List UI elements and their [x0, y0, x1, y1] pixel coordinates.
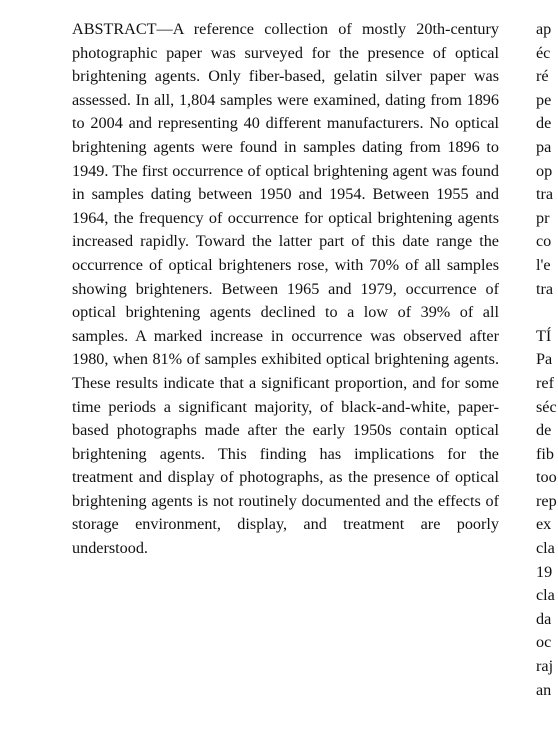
right-column-line: ré	[536, 67, 549, 86]
right-column-line: 19	[536, 562, 553, 581]
right-column-line: ref	[536, 373, 554, 392]
right-column-line: Pa	[536, 350, 553, 369]
right-column-cropped	[536, 18, 558, 702]
right-column-line: de	[536, 421, 552, 440]
right-column-line: pr	[536, 208, 550, 227]
right-column-line: rep	[536, 491, 557, 510]
right-column-line: da	[536, 609, 552, 628]
right-column-line: éc	[536, 43, 551, 62]
right-column-line: ex	[536, 515, 552, 534]
right-column-line: cla	[536, 539, 555, 558]
right-column-line: op	[536, 161, 553, 180]
right-column-line: raj	[536, 657, 554, 676]
right-column-paragraph-1	[536, 18, 558, 301]
right-column-line: cla	[536, 586, 555, 605]
abstract-paragraph: ABSTRACT—A reference collection of mostly 20th-century photographic paper was surveyed for the presence of optical brightening agents. Only fiber-based, gelatin silver paper was assessed. In all, 1,804 samples were examined, dating from 1896 to 2004 and representing 40 different manufacturers. No optical brightening agents were found in samples dating from 1896 to 1949. The first occurrence of optical brightening agent was found in samples dating between 1950 and 1954. Between 1955 and 1964, the frequency of occurrence for optical brightening agents increased rapidly. Toward the latter part of this date range the occurrence of optical brighteners rose, with 70% of all samples showing brighteners. Between 1965 and 1979, occurrence of optical brightening agents declined to a low of 39% of all samples. A marked increase in occurrence was observed after 1980, when 81% of samples exhibited optical brightening agents. These results indicate that a significant proportion, and for some time periods a significant majority, of black-and-white, paper-based photographs made after the early 1950s contain optical brightening agents. This finding has implications for the treatment and display of photographs, as the presence of optical brightening agents is not routinely documented and the effects of storage environment, display, and treatment are poorly understood.	[72, 20, 499, 558]
right-column-line: pe	[536, 90, 552, 109]
right-column-line: TÍ	[536, 326, 552, 345]
paragraph-gap	[536, 301, 558, 325]
right-column-paragraph-2	[536, 325, 558, 703]
right-column-line: too	[536, 468, 557, 487]
right-column-line: pa	[536, 137, 552, 156]
right-column-line: tra	[536, 185, 554, 204]
right-column-line: co	[536, 232, 552, 251]
right-column-line: ap	[536, 20, 552, 38]
right-column-line: de	[536, 114, 552, 133]
right-column-line: tra	[536, 279, 554, 298]
right-column-line: an	[536, 680, 552, 699]
right-column-line: oc	[536, 633, 552, 652]
right-column-line: séc	[536, 397, 557, 416]
right-column-line: l'e	[536, 255, 551, 274]
right-column-line: fib	[536, 444, 554, 463]
